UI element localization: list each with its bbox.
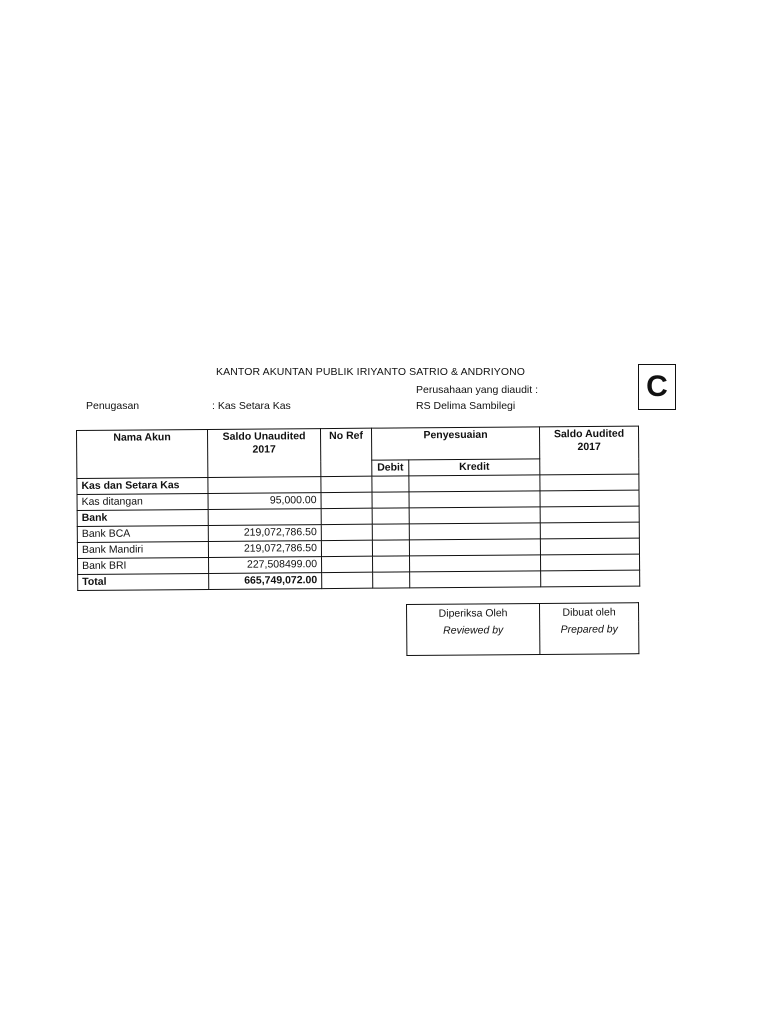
row-kredit xyxy=(409,555,540,572)
total-saldo-audited xyxy=(541,570,640,587)
total-no-ref xyxy=(322,572,373,588)
row-kredit xyxy=(409,491,540,508)
row-kredit xyxy=(409,507,540,524)
row-account-name: Bank BCA xyxy=(77,525,208,542)
row-no-ref xyxy=(322,556,373,572)
table-header-row xyxy=(77,426,639,462)
signoff-signature-row xyxy=(407,621,639,655)
row-saldo-audited xyxy=(540,554,639,571)
row-saldo-unaudited: 95,000.00 xyxy=(208,493,321,510)
assignment-value: : Kas Setara Kas xyxy=(212,400,291,412)
row-debit xyxy=(372,540,409,556)
firm-name: KANTOR AKUNTAN PUBLIK IRIYANTO SATRIO & ANDRIYONO xyxy=(216,366,526,378)
row-saldo-audited xyxy=(540,490,639,507)
signoff-label-row xyxy=(407,603,639,623)
row-kredit xyxy=(409,523,540,540)
total-row xyxy=(78,570,640,590)
row-kredit xyxy=(409,475,540,492)
header-no-ref: No Ref xyxy=(320,428,371,476)
total-label: Total xyxy=(78,573,209,590)
row-debit xyxy=(372,524,409,540)
row-saldo-audited xyxy=(540,522,639,539)
header-kredit: Kredit xyxy=(409,459,540,476)
row-saldo-unaudited: 219,072,786.50 xyxy=(208,541,321,558)
row-saldo-audited xyxy=(540,474,639,491)
row-no-ref xyxy=(321,540,372,556)
reviewed-by-english: Reviewed by xyxy=(407,622,540,656)
row-debit xyxy=(373,556,410,572)
cash-equivalents-table xyxy=(76,426,640,591)
audited-company-label: Perusahaan yang diaudit : xyxy=(416,384,539,396)
total-kredit xyxy=(410,571,541,588)
row-kredit xyxy=(409,539,540,556)
row-saldo-unaudited xyxy=(208,509,321,526)
row-no-ref xyxy=(321,508,372,524)
reviewed-by-label: Diperiksa Oleh xyxy=(407,603,540,623)
row-account-name: Kas dan Setara Kas xyxy=(77,477,208,494)
row-saldo-unaudited: 227,508499.00 xyxy=(209,557,322,574)
row-saldo-unaudited xyxy=(208,477,321,494)
row-saldo-audited xyxy=(540,538,639,555)
header-nama-akun: Nama Akun xyxy=(77,429,208,478)
row-debit xyxy=(372,476,409,492)
signoff-box xyxy=(406,602,639,656)
index-reference-box: C xyxy=(638,364,676,410)
row-account-name: Bank xyxy=(77,509,208,526)
row-saldo-unaudited: 219,072,786.50 xyxy=(208,525,321,542)
total-saldo-unaudited: 665,749,072.00 xyxy=(209,573,322,590)
row-no-ref xyxy=(321,524,372,540)
prepared-by-english: Prepared by xyxy=(540,621,639,654)
row-debit xyxy=(372,508,409,524)
row-no-ref xyxy=(321,492,372,508)
assignment-label: Penugasan xyxy=(86,400,140,412)
prepared-by-label: Dibuat oleh xyxy=(539,603,638,622)
row-account-name: Bank Mandiri xyxy=(77,541,208,558)
audited-company-name: RS Delima Sambilegi xyxy=(416,400,516,412)
total-debit xyxy=(373,572,410,588)
row-account-name: Kas ditangan xyxy=(77,493,208,510)
header-saldo-unaudited: Saldo Unaudited 2017 xyxy=(207,429,320,478)
row-no-ref xyxy=(321,476,372,492)
row-saldo-audited xyxy=(540,506,639,523)
row-debit xyxy=(372,492,409,508)
row-account-name: Bank BRI xyxy=(78,557,209,574)
header-debit: Debit xyxy=(372,460,409,476)
header-saldo-audited: Saldo Audited 2017 xyxy=(539,426,638,475)
header-penyesuaian: Penyesuaian xyxy=(371,427,539,460)
